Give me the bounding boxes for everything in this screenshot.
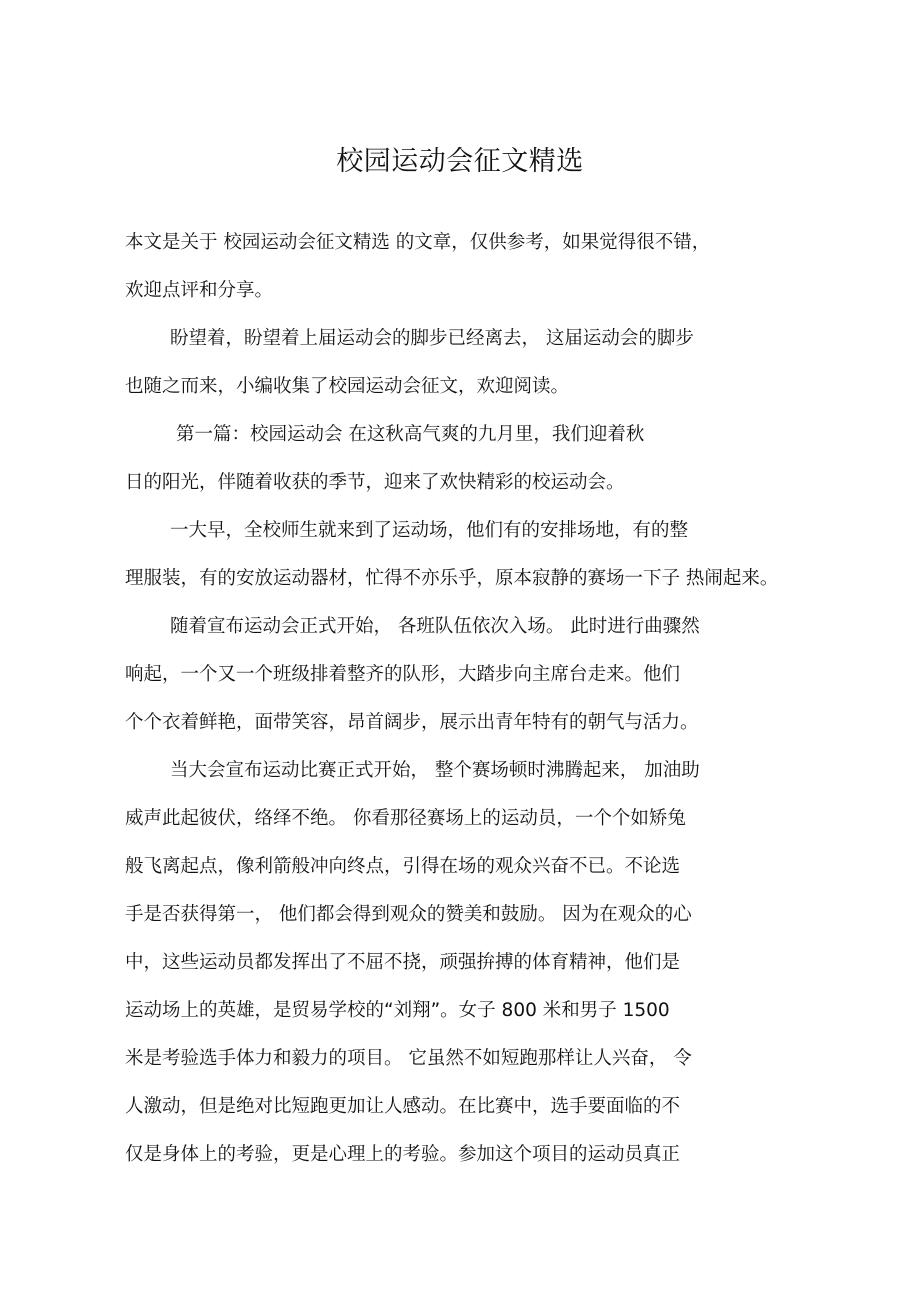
text-line: 本文是关于 校园运动会征文精选 的文章，仅供参考，如果觉得很不错， [125, 232, 711, 253]
text-line: 欢迎点评和分享。 [125, 280, 274, 301]
text-line: 随着宣布运动会正式开始， 各班队伍依次入场。 此时进行曲骤然 [170, 616, 700, 637]
text-line: 仅是身体上的考验，更是心理上的考验。参加这个项目的运动员真正 [125, 1144, 681, 1165]
text-line: 响起，一个又一个班级排着整齐的队形，大踏步向主席台走来。他们 [125, 664, 681, 685]
text-line: 第一篇：校园运动会 在这秋高气爽的九月里，我们迎着秋 [176, 424, 645, 445]
text-line: 理服装，有的安放运动器材，忙得不亦乐乎，原本寂静的赛场一下子 热闹起来。 [125, 568, 779, 589]
text-line: 盼望着，盼望着上届运动会的脚步已经离去， 这届运动会的脚步 [170, 328, 694, 349]
text-line: 日的阳光，伴随着收获的季节，迎来了欢快精彩的校运动会。 [125, 472, 625, 493]
text-line: 中，这些运动员都发挥出了不屈不挠，顽强拚搏的体育精神，他们是 [125, 952, 681, 973]
text-line: 一大早，全校师生就来到了运动场，他们有的安排场地，有的整 [170, 520, 689, 541]
document-title: 校园运动会征文精选 [336, 146, 584, 177]
text-line: 般飞离起点，像利箭般冲向终点，引得在场的观众兴奋不已。不论选 [125, 856, 681, 877]
text-line: 威声此起彼伏，络绎不绝。 你看那径赛场上的运动员，一个个如矫兔 [125, 808, 686, 829]
text-line: 个个衣着鲜艳，面带笑容，昂首阔步，展示出青年特有的朝气与活力。 [125, 712, 699, 733]
text-line: 当大会宣布运动比赛正式开始， 整个赛场顿时沸腾起来， 加油助 [170, 760, 700, 781]
text-line: 米是考验选手体力和毅力的项目。 它虽然不如短跑那样让人兴奋， 令 [125, 1048, 692, 1069]
text-line: 运动场上的英雄，是贸易学校的“刘翔”。女子 800 米和男子 1500 [125, 1000, 670, 1021]
text-line: 人激动，但是绝对比短跑更加让人感动。在比赛中，选手要面临的不 [125, 1096, 681, 1117]
text-line: 手是否获得第一， 他们都会得到观众的赞美和鼓励。 因为在观众的心 [125, 904, 692, 925]
text-line: 也随之而来，小编收集了校园运动会征文，欢迎阅读。 [125, 376, 570, 397]
